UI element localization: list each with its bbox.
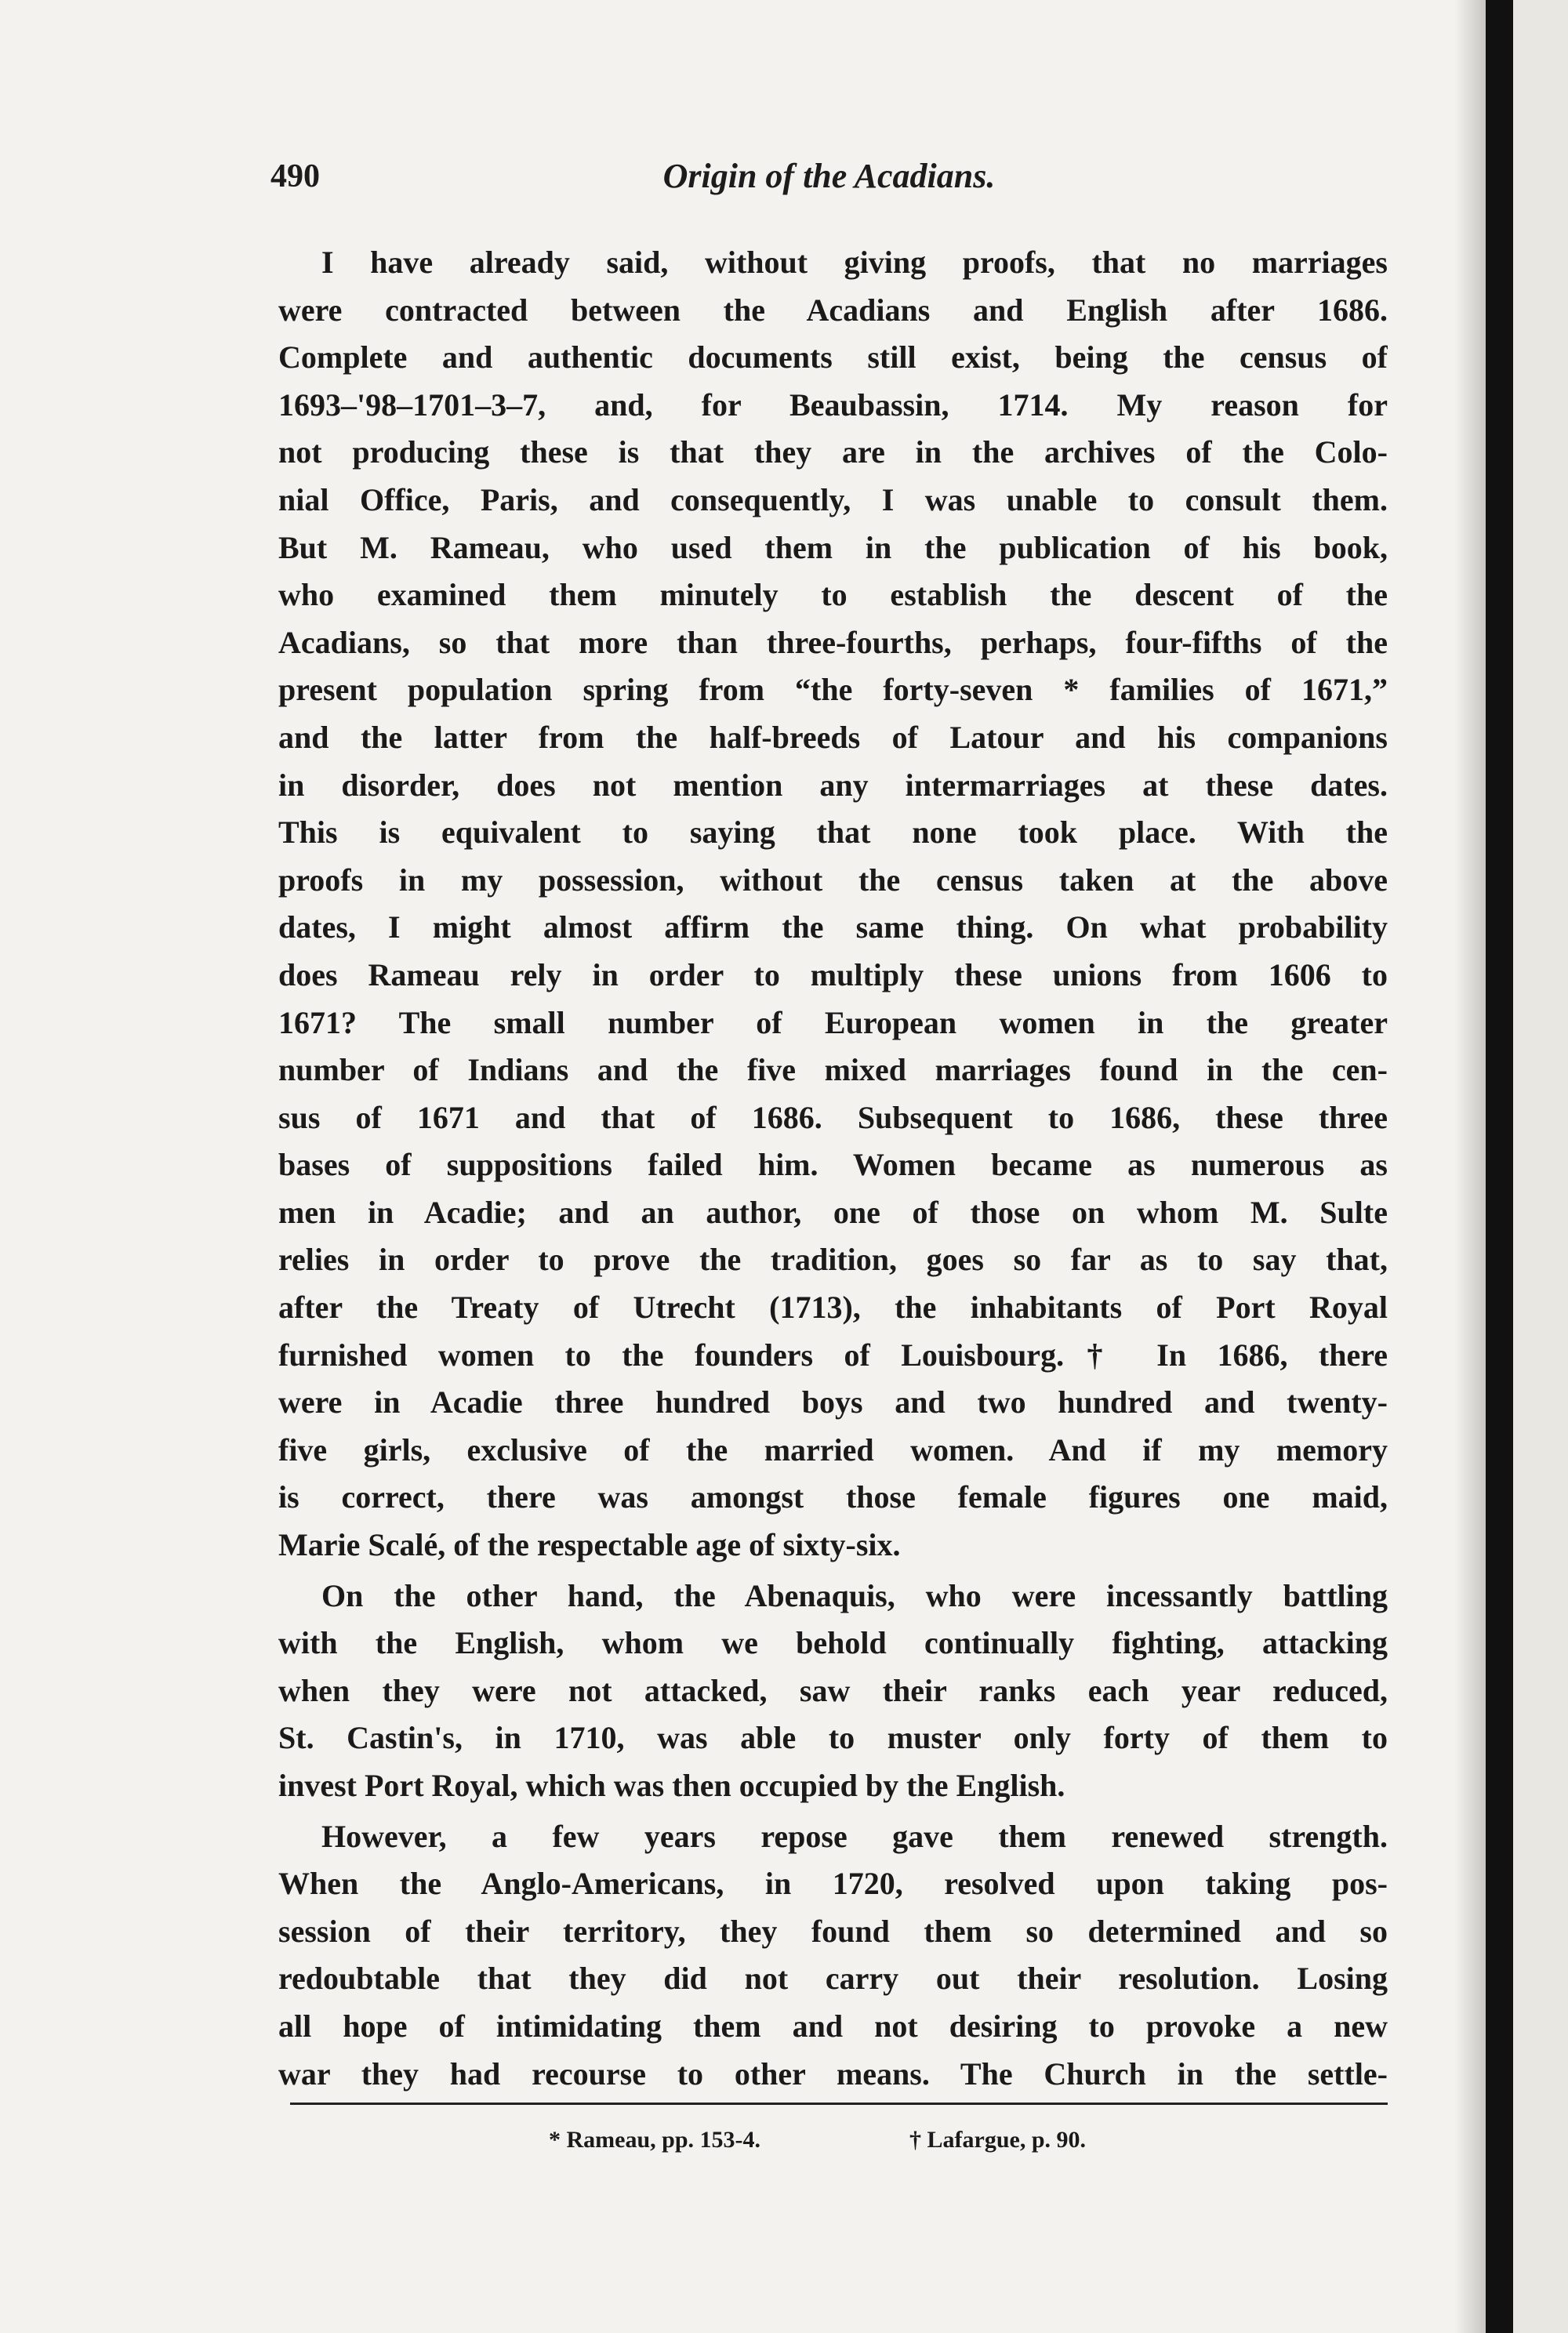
text-line: were contracted between the Acadians and English after 1686. [278, 292, 1388, 328]
text-line: furnished women to the founders of Louisbourg.† In 1686, there [278, 1337, 1388, 1373]
text-line: present population spring from “the forty-seven * families of 1671,” [278, 672, 1388, 708]
text-line: who examined them minutely to establish the descent of the [278, 577, 1388, 613]
text-line: were in Acadie three hundred boys and two hundred and twenty- [278, 1384, 1388, 1420]
text-line: not producing these is that they are in the archives of the Colo- [278, 434, 1388, 470]
text-line: proofs in my possession, without the census taken at the above [278, 862, 1388, 898]
text-line: St. Castin's, in 1710, was able to muster only forty of them to [278, 1720, 1388, 1756]
text-line: all hope of intimidating them and not desiring to provoke a new [278, 2008, 1388, 2044]
text-line: This is equivalent to saying that none took place. With the [278, 815, 1388, 851]
text-line: Marie Scalé, of the respectable age of sixty-six. [278, 1527, 901, 1563]
text-line: after the Treaty of Utrecht (1713), the inhabitants of Port Royal [278, 1290, 1388, 1326]
text-line: redoubtable that they did not carry out their resolution. Losing [278, 1961, 1388, 1997]
text-line: relies in order to prove the tradition, goes so far as to say that, [278, 1242, 1388, 1278]
text-line: with the English, whom we behold continually fighting, attacking [278, 1625, 1388, 1661]
text-line: number of Indians and the five mixed marriages found in the cen- [278, 1052, 1388, 1088]
text-line: when they were not attacked, saw their ranks each year reduced, [278, 1672, 1388, 1708]
text-line: dates, I might almost affirm the same thing. On what probability [278, 909, 1388, 945]
adjacent-page-edge [1513, 0, 1568, 2333]
text-line: When the Anglo-Americans, in 1720, resolved upon taking pos- [278, 1866, 1388, 1902]
footnotes [290, 2117, 1388, 2164]
text-line: in disorder, does not mention any intermarriages at these dates. [278, 767, 1388, 803]
text-line: On the other hand, the Abenaquis, who were incessantly battling [321, 1577, 1388, 1613]
text-line: men in Acadie; and an author, one of those on whom M. Sulte [278, 1194, 1388, 1230]
text-line: bases of suppositions failed him. Women became as numerous as [278, 1147, 1388, 1183]
text-line: But M. Rameau, who used them in the publication of his book, [278, 529, 1388, 565]
text-line: sus of 1671 and that of 1686. Subsequent to 1686, these three [278, 1099, 1388, 1135]
text-line: Acadians, so that more than three-fourths, perhaps, four-fifths of the [278, 624, 1388, 660]
text-line: invest Port Royal, which was then occupied by the English. [278, 1768, 1065, 1803]
text-line: I have already said, without giving proofs, that no marriages [321, 245, 1388, 280]
text-line: war they had recourse to other means. The Church in the settle- [278, 2055, 1388, 2092]
page-number: 490 [270, 158, 320, 194]
footnote-rule [290, 2103, 1388, 2105]
text-line: and the latter from the half-breeds of Latour and his companions [278, 719, 1388, 755]
text-line: does Rameau rely in order to multiply these unions from 1606 to [278, 956, 1388, 992]
text-line: five girls, exclusive of the married women. And if my memory [278, 1431, 1388, 1468]
footnote-lafargue: † Lafargue, p. 90. [909, 2127, 1086, 2153]
text-line: Complete and authentic documents still exist, being the census of [278, 339, 1388, 376]
body-text [278, 239, 1388, 2098]
running-head [270, 153, 1388, 200]
text-line: is correct, there was amongst those female figures one maid, [278, 1479, 1388, 1515]
text-line: nial Office, Paris, and consequently, I was unable to consult them. [278, 481, 1388, 517]
text-line: 1671? The small number of European women in the greater [278, 1004, 1388, 1040]
text-line: However, a few years repose gave them renewed strength. [321, 1818, 1388, 1854]
running-title: Origin of the Acadians. [662, 157, 996, 195]
text-line: 1693–'98–1701–3–7, and, for Beaubassin, 1714. My reason for [278, 386, 1388, 423]
text-line: session of their territory, they found them so determined and so [278, 1913, 1388, 1949]
footnote-rameau: * Rameau, pp. 153-4. [549, 2127, 761, 2153]
